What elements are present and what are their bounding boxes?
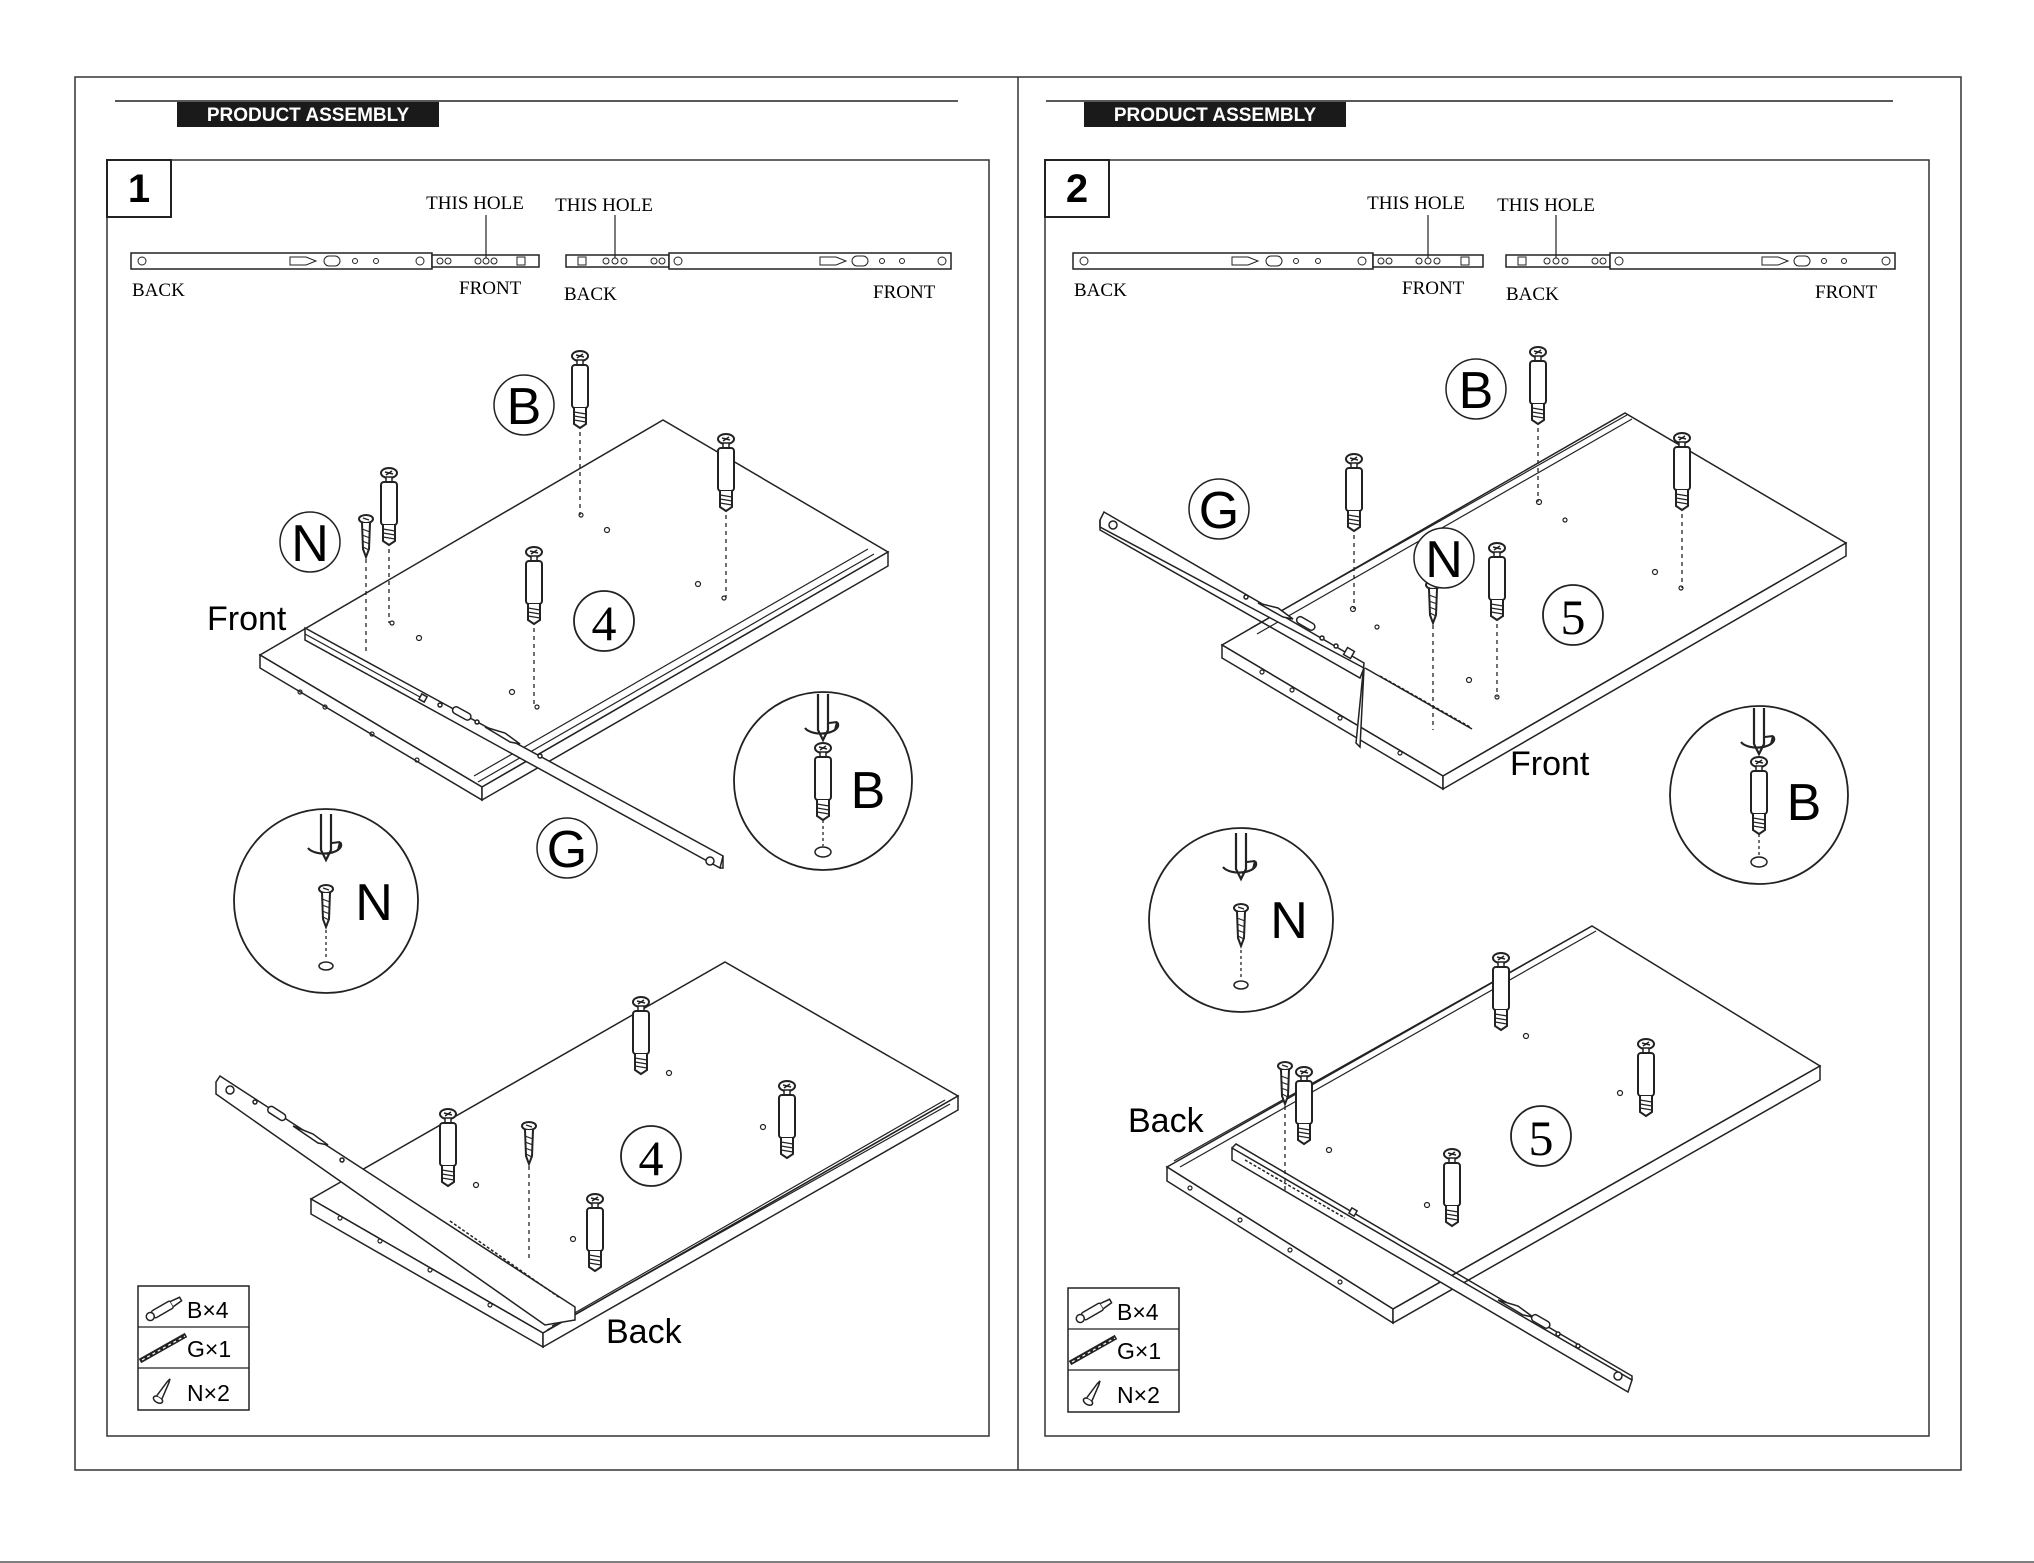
panel-number-upper: 5 (1560, 589, 1586, 645)
panel-number-upper: 4 (591, 595, 617, 651)
screw-n-1 (359, 515, 373, 557)
part-g-qty: 1 (218, 1336, 232, 1362)
rail-diagram-left (131, 215, 539, 269)
header-title: PRODUCT ASSEMBLY (1113, 105, 1317, 126)
times-sign: × (202, 1297, 216, 1323)
back-label-left: BACK (132, 280, 185, 301)
panel-number-lower: 5 (1528, 1110, 1554, 1166)
part-b-qty: 4 (215, 1297, 229, 1323)
times-sign: × (1132, 1299, 1146, 1325)
label-b: B (506, 378, 542, 436)
panel-number-lower: 4 (638, 1130, 664, 1186)
times-sign: × (204, 1336, 219, 1362)
parts-list (138, 1286, 249, 1410)
detail-label-n: N (1270, 892, 1308, 950)
label-n: N (291, 515, 329, 573)
svg-text:B×4 (187, 1297, 229, 1323)
side-label-front: Front (207, 600, 287, 638)
times-sign: × (203, 1380, 218, 1406)
step-number: 1 (127, 167, 151, 211)
rail-diagram-right (1506, 215, 1895, 269)
cam-bolt-b-1 (572, 351, 588, 428)
label-n: N (1425, 531, 1463, 589)
page-2 (1045, 101, 1929, 1436)
cam-bolt-b-1 (1530, 347, 1546, 424)
svg-text:N×2 (187, 1380, 230, 1406)
header-title: PRODUCT ASSEMBLY (206, 105, 410, 126)
cam-bolt-lower-1 (1493, 953, 1509, 1030)
part-b-letter: B (1117, 1299, 1133, 1325)
svg-text:G×1 (1117, 1338, 1161, 1364)
page-1 (107, 101, 989, 1436)
part-n-letter: N (1117, 1382, 1134, 1408)
front-label-right: FRONT (873, 282, 936, 303)
cam-bolt-b-3 (381, 468, 397, 545)
cam-bolt-lower-3 (1296, 1067, 1312, 1144)
label-g: G (546, 821, 588, 879)
this-hole-label-right: THIS HOLE (1497, 195, 1595, 216)
parts-list (1068, 1288, 1179, 1412)
part-n-letter: N (187, 1380, 204, 1406)
side-label-front: Front (1510, 745, 1590, 783)
detail-label-b: B (1786, 774, 1822, 832)
label-b: B (1458, 362, 1494, 420)
back-label-right: BACK (564, 284, 617, 305)
this-hole-label-left: THIS HOLE (1367, 193, 1465, 214)
side-label-back: Back (606, 1313, 682, 1351)
front-label-left: FRONT (459, 278, 522, 299)
part-g-qty: 1 (1148, 1338, 1162, 1364)
rail-diagram-right (566, 215, 951, 269)
detail-label-b: B (850, 762, 886, 820)
detail-label-n: N (355, 874, 393, 932)
times-sign: × (1133, 1382, 1148, 1408)
svg-text:G×1 (187, 1336, 231, 1362)
svg-text:N×2 (1117, 1382, 1160, 1408)
part-n-qty: 2 (1147, 1382, 1160, 1408)
back-label-left: BACK (1074, 280, 1127, 301)
part-n-qty: 2 (217, 1380, 230, 1406)
label-g: G (1198, 482, 1240, 540)
cam-bolt-b-3 (1346, 454, 1362, 531)
svg-text:B×4 (1117, 1299, 1159, 1325)
front-label-left: FRONT (1402, 278, 1465, 299)
part-g-letter: G (187, 1336, 205, 1362)
rail-diagram-left (1073, 215, 1483, 269)
front-label-right: FRONT (1815, 282, 1878, 303)
this-hole-label-right: THIS HOLE (555, 195, 653, 216)
back-label-right: BACK (1506, 284, 1559, 305)
part-g-letter: G (1117, 1338, 1135, 1364)
cam-bolt-b-2 (718, 434, 734, 511)
side-label-back: Back (1128, 1102, 1204, 1140)
part-b-letter: B (187, 1297, 203, 1323)
times-sign: × (1134, 1338, 1149, 1364)
part-b-qty: 4 (1145, 1299, 1159, 1325)
this-hole-label-left: THIS HOLE (426, 193, 524, 214)
step-number: 2 (1065, 167, 1089, 211)
